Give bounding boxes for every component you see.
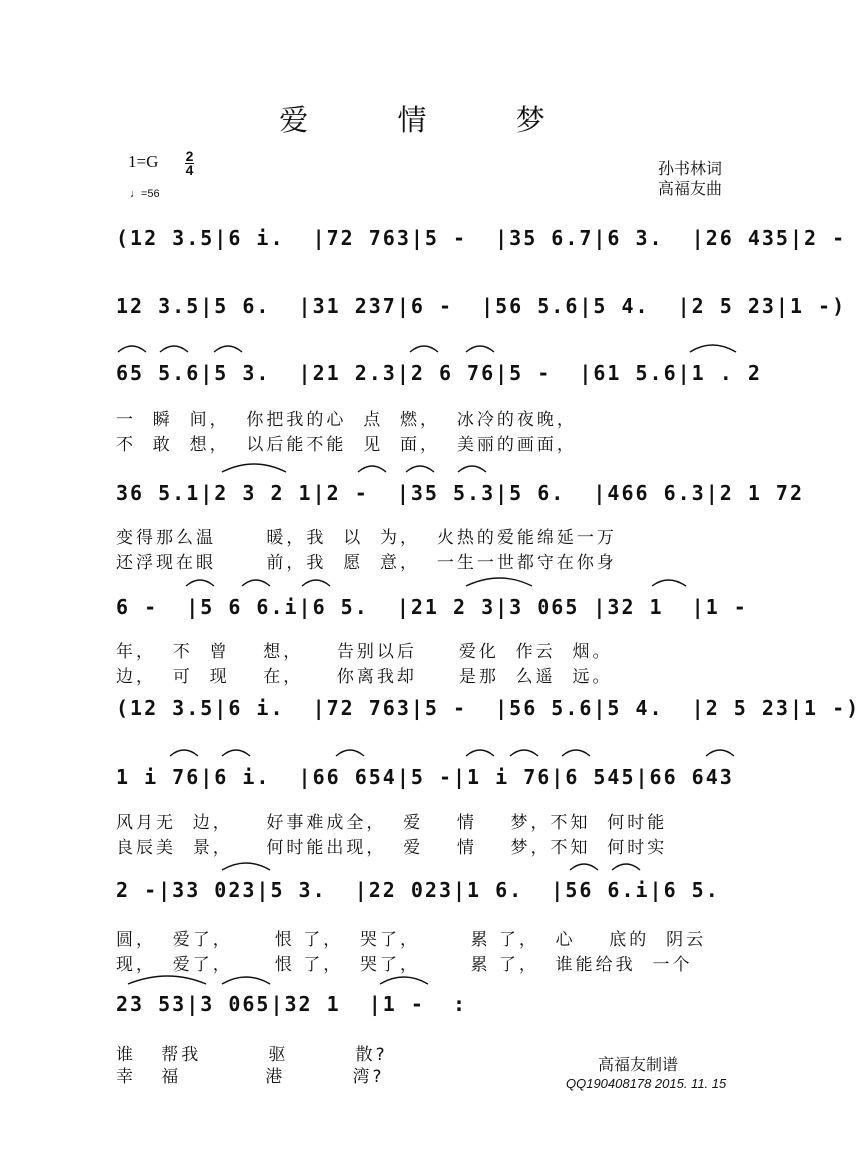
notes: 1 i 76|6 i. |66 654|5 -|1 i 76|6 545|66 643 [116,765,734,789]
notes: 65 5.6|5 3. |21 2.3|2 6 76|5 - |61 5.6|1 . 2 [116,361,762,385]
notes: 6 - |5 6 6.i|6 5. |21 2 3|3 065 |32 1 |1 - [116,595,748,619]
contact-date: QQ190408178 2015. 11. 15 [566,1076,727,1091]
composer-credit: 高福友曲 [658,179,723,198]
lyric-line: 良辰美 景， 何时能出现， 爱 情 梦，不知 何时实 [116,838,668,858]
lyric-line: 变得那么温 暖，我 以 为， 火热的爱能绵延一万 [116,528,617,548]
time-top: 2 [185,148,194,164]
lyric-line: 还浮现在眼 前，我 愿 意， 一生一世都守在你身 [116,553,617,573]
song-title: 爱 情 梦 [279,103,585,137]
notes: (12 3.5|6 i. |72 763|5 - |56 5.6|5 4. |2 5 23|1 -) [116,696,861,720]
lyric-line: 圆， 爱了， 恨 了， 哭了， 累 了， 心 底的 阴云 [116,930,707,950]
lyric-line: 边， 可 现 在， 你离我却 是那 么遥 远。 [116,667,613,687]
notes: (12 3.5|6 i. |72 763|5 - |35 6.7|6 3. |26 435|2 - [116,226,847,250]
lyric-line: 年， 不 曾 想， 告别以后 爱化 作云 烟。 [116,642,613,662]
lyric-line: 风月无 边， 好事难成全， 爱 情 梦，不知 何时能 [116,813,668,833]
lyric-line: 一 瞬 间， 你把我的心 点 燃， 冰冷的夜晚， [116,410,577,430]
lyricist-credit: 孙书林词 [658,159,723,178]
notes: 2 -|33 023|5 3. |22 023|1 6. |56 6.i|6 5. [116,878,720,902]
lyric-line: 现， 爱了， 恨 了， 哭了， 累 了， 谁能给我 一个 [116,955,693,975]
lyric-line: 不 敢 想， 以后能不能 见 面， 美丽的画面， [116,435,577,455]
lyric-line: 幸 福 港 湾? [116,1067,385,1087]
notes: 36 5.1|2 3 2 1|2 - |35 5.3|5 6. |466 6.3|2 1 72 [116,481,805,505]
key-signature: 1=G [128,152,159,171]
notes: 23 53|3 065|32 1 |1 - : [116,992,468,1016]
tempo-mark: ♩=56 [130,188,160,200]
time-bottom: 4 [185,162,194,178]
lyric-line: 谁 帮我 驱 散? [116,1045,388,1065]
notes: 12 3.5|5 6. |31 237|6 - |56 5.6|5 4. |2 5 23|1 -) [116,294,847,318]
transcriber-credit: 高福友制谱 [598,1055,679,1074]
